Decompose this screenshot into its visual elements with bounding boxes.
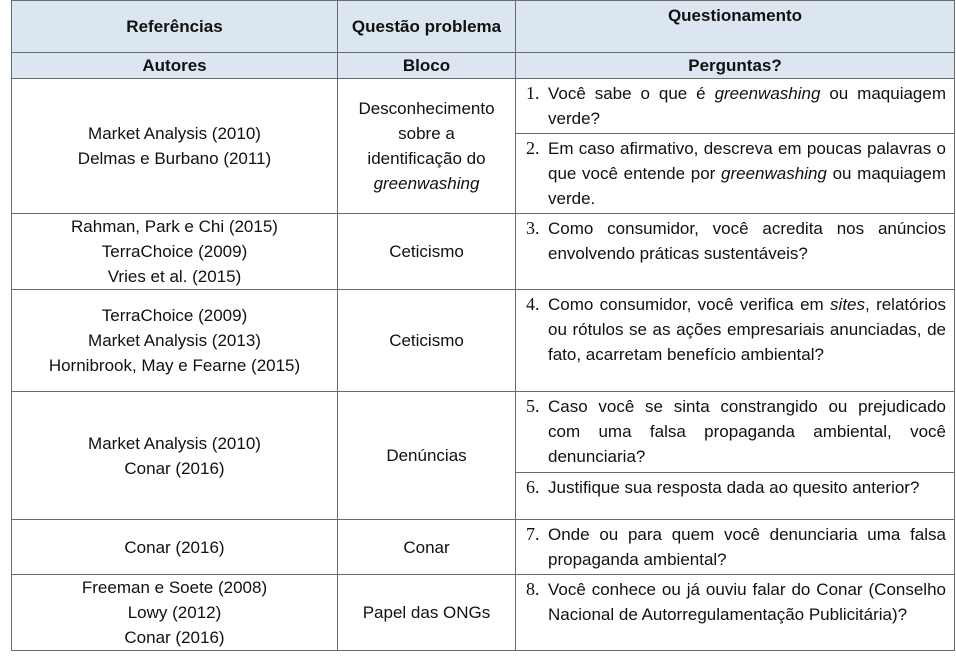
- question-cell: [516, 520, 955, 575]
- block-label: greenwashing: [373, 174, 480, 193]
- question-text-part: Como consumidor, você verifica em: [548, 295, 831, 314]
- question-number: 3.: [526, 218, 540, 238]
- question-cell: [516, 473, 955, 520]
- question-text: [548, 475, 946, 500]
- question-number: 6.: [526, 477, 540, 497]
- question-number: 8.: [526, 579, 540, 599]
- authors-cell: [12, 79, 338, 214]
- author-reference: Hornibrook, May e Fearne (2015): [48, 356, 301, 375]
- author-reference: Freeman e Soete (2008): [81, 578, 268, 597]
- question-cell: [516, 392, 955, 473]
- table-row: [12, 214, 955, 290]
- header-referencias: Referências: [12, 1, 338, 53]
- author-reference: Conar (2016): [124, 458, 225, 478]
- author-reference: Rahman, Park e Chi (2015): [71, 217, 278, 236]
- author-reference: Delmas e Burbano (2011): [77, 149, 272, 168]
- question-text: [548, 216, 946, 266]
- author-reference: Lowy (2012): [127, 603, 222, 622]
- author-reference: Market Analysis (2010): [88, 124, 261, 143]
- block-cell: [338, 392, 516, 520]
- question-emphasis: sites: [830, 295, 866, 314]
- block-label: Ceticismo: [389, 242, 464, 261]
- question-cell: [516, 290, 955, 392]
- authors-cell: [12, 520, 338, 575]
- question-text: [548, 81, 946, 131]
- question-cell: [516, 575, 955, 651]
- block-cell: [338, 79, 516, 214]
- question-number: 7.: [526, 524, 540, 544]
- question-emphasis: greenwashing: [721, 164, 827, 183]
- authors-cell: [12, 392, 338, 520]
- question-cell: [516, 79, 955, 134]
- question-text: [548, 292, 946, 367]
- question-cell: [516, 214, 955, 290]
- question-number: 5.: [526, 396, 540, 416]
- author-reference: Conar (2016): [124, 628, 225, 647]
- question-text-part: Como consumidor, você acredita nos anúncios envolvendo práticas sustentáveis?: [548, 219, 946, 263]
- question-number: 1.: [526, 83, 540, 103]
- table-row: [12, 575, 955, 651]
- authors-cell: [12, 290, 338, 392]
- block-label: Denúncias: [386, 446, 467, 465]
- header-questao-problema: Questão problema: [338, 1, 516, 53]
- author-reference: TerraChoice (2009): [101, 242, 248, 261]
- question-emphasis: greenwashing: [714, 84, 821, 103]
- header-perguntas: Perguntas?: [516, 53, 955, 79]
- header-autores: Autores: [12, 53, 338, 79]
- block-label: sobre a: [398, 124, 455, 143]
- question-text: [548, 394, 946, 469]
- question-number: 4.: [526, 294, 540, 314]
- question-text-part: Justifique sua resposta dada ao quesito anterior?: [548, 478, 920, 497]
- block-label: Desconhecimento: [358, 99, 495, 118]
- questionnaire-table: [11, 0, 955, 651]
- block-cell: [338, 290, 516, 392]
- question-text-part: Em caso afirmativo, descreva em poucas palavras o que você entende por: [548, 139, 946, 183]
- author-reference: Vries et al. (2015): [107, 267, 242, 286]
- table-row: [12, 290, 955, 392]
- block-cell: [338, 214, 516, 290]
- question-text: [548, 136, 946, 211]
- author-reference: Conar (2016): [124, 537, 225, 557]
- author-reference: Market Analysis (2010): [88, 433, 261, 453]
- block-cell: [338, 575, 516, 651]
- block-label: Papel das ONGs: [362, 603, 491, 622]
- question-text-part: Caso você se sinta constrangido ou prejudicado com uma falsa propaganda ambiental, você denunciaria?: [548, 397, 946, 466]
- block-cell: [338, 520, 516, 575]
- question-text-part: , relatórios ou rótulos se as ações empresariais anunciadas, de fato, acarretam benefício ambiental?: [548, 295, 946, 364]
- table-row: [12, 520, 955, 575]
- author-reference: TerraChoice (2009): [101, 306, 248, 325]
- question-text-part: Você sabe o que é: [548, 84, 715, 103]
- table-row: [12, 392, 955, 473]
- question-text-part: ou maquiagem verde.: [548, 164, 946, 208]
- table-row: [12, 79, 955, 134]
- question-text-part: Onde ou para quem você denunciaria uma falsa propaganda ambiental?: [548, 525, 946, 569]
- question-text-part: Você conhece ou já ouviu falar do Conar (Conselho Nacional de Autorregulamentação Publicitária)?: [548, 580, 946, 624]
- question-number: 2.: [526, 138, 540, 158]
- author-reference: Market Analysis (2013): [88, 331, 261, 350]
- block-label: Ceticismo: [389, 331, 464, 350]
- question-cell: [516, 134, 955, 214]
- authors-cell: [12, 214, 338, 290]
- authors-cell: [12, 575, 338, 651]
- block-label: Conar: [403, 537, 450, 557]
- header-questionamento: Questionamento: [516, 1, 955, 53]
- question-text-part: ou maquiagem verde?: [548, 84, 947, 128]
- question-text: [548, 522, 946, 572]
- header-bloco: Bloco: [338, 53, 516, 79]
- question-text: [548, 577, 946, 627]
- block-label: identificação do: [367, 149, 486, 168]
